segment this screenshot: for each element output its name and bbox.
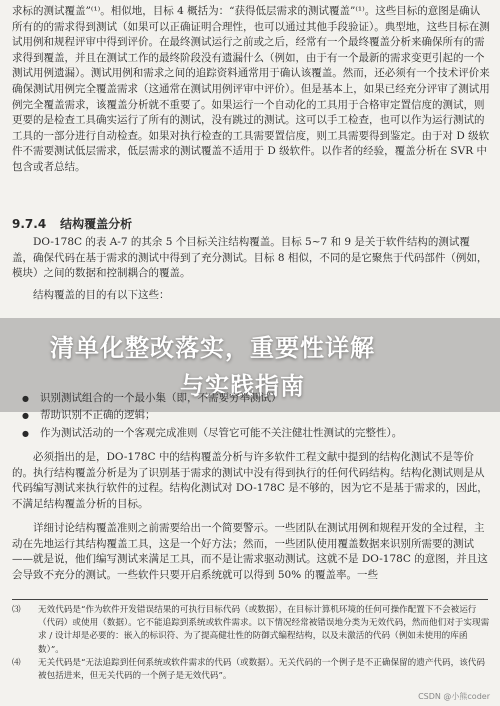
footnote-text: 无效代码是“作为软件开发错误结果的可执行目标代码（或数据），在目标计算机环境的任何可操作配置下不会被运行（代码）或使用（数据）。它不能追踪到系统或软件需求。以下情况经常被错误地分类为无效代码，然而他们对于实现需求 / 设计却是必要的：嵌入的标识符、为了提高健壮性的防御式编程结构，以及未激活的代码（例如未使用的库函数）”。 [38,605,490,655]
paragraph-structural-coverage: DO-178C 的表 A-7 的其余 5 个目标关注结构覆盖。目标 5~7 和 9 是关于软件结构的测试覆盖，确保代码在基于需求的测试中得到了充分测试。目标 8 相似，不同的是它聚焦于代码部件（例如，模块）之间的数据和控制耦合的覆盖。 [12,236,488,280]
section-number: 9.7.4 [12,217,47,231]
overlay-title-line1: 清单化整改落实，重要性详解 [50,334,375,362]
footnote-item [12,657,490,683]
footnote-item [12,604,490,657]
list-item: ● 作为测试活动的一个客观完成准则（尽管它可能不关注健壮性测试的完整性）。 [22,425,482,442]
paragraph-structural-vs-structured: 必须指出的是，DO-178C 中的结构覆盖分析与许多软件工程文献中提到的结构化测试不是等价的。执行结构覆盖分析是为了识别基于需求的测试中没有得到执行的任何代码结构。结构化测试则是从代码编写测试来执行软件的过程。结构化测试对 DO-178C 是不够的，因为它不是基于需求的，因此，不满足结构覆盖分析的目标。 [12,451,488,510]
paragraph-coverage-warning: 详细讨论结构覆盖准则之前需要给出一个简要警示。一些团队在测试用例和规程开发的全过程，主动在先地运行其结构覆盖工具，这是一个好方法；然而，一些团队使用覆盖数据来识别所需要的测试——就是说，他们编写测试来满足工具，而不是让需求驱动测试。这就不是 DO-178C 的意图，并且这会导致不充分的测试。一些软件只要开启系统就可以得到 50% 的覆盖率。一些 [12,522,488,581]
section-heading [12,215,132,232]
list-item: ● 帮助识别不正确的逻辑； [22,407,482,424]
footnote-list [12,604,490,683]
footnote-text: 无关代码是“无法追踪到任何系统或软件需求的代码（或数据）。无关代码的一个例子是不正确保留的遗产代码，该代码被包括进来，但无关代码的一个例子是无效代码”。 [38,657,485,682]
footnote-mark: ⑶ [12,605,21,615]
paragraph-coverage-intro: 求标的测试覆盖”⁽¹⁾。相似地，目标 4 概括为：“获得低层需求的测试覆盖”⁽¹⁾。这些目标的意图是确认所有的的需求得到测试（如果可以正确证明合理性，也可以通过其他手段验证）。典型地，这些目标在测试用例和规程评审中得到评价。在最终测试运行之前或之后，经常有一个最终覆盖分析来确保所有的需求得到覆盖，并且在测试工作的最终阶段没有遗漏什么（例如，由于有一个最新的需求变更引起的一个测试用例遗漏）。测试用例和需求之间的追踪资料通常用于确认该覆盖。然而，还必须有一个技术评价来确保测试用例完全覆盖需求（这通常在测试用例评审中评价）。但是基本上，如果已经充分评审了测试用例完全覆盖需求，该覆盖分析就不重要了。如果运行一个自动化的工具用于合格审定置信度的测试，则更要的是检查工具确实运行了所有的测试，没有跳过的测试。这可以手工检查，也可以作为运行测试的工具的一部分进行自动检查。如果对执行检查的工具需要置信度，则工具需要得到鉴定。由于对 D 级软件不需要测试低层需求，低层需求的测试覆盖不适用于 D 级软件。以作者的经验，覆盖分析在 SVR 中包含或者总结。 [12,5,490,173]
footnote-divider [12,599,488,600]
list-item: ● 识别测试组合的一个最小集（即，不需要穷举测试） [22,390,482,407]
source-watermark: CSDN @小熊coder [418,692,490,701]
paragraph-purpose-lead: 结构覆盖的目的有以下这些： [33,289,170,301]
section-title: 结构覆盖分析 [60,217,133,231]
overlay-title-line2: 与实践指南 [180,372,305,400]
footnote-mark: ⑷ [12,657,21,668]
purpose-bullet-list [22,390,482,442]
